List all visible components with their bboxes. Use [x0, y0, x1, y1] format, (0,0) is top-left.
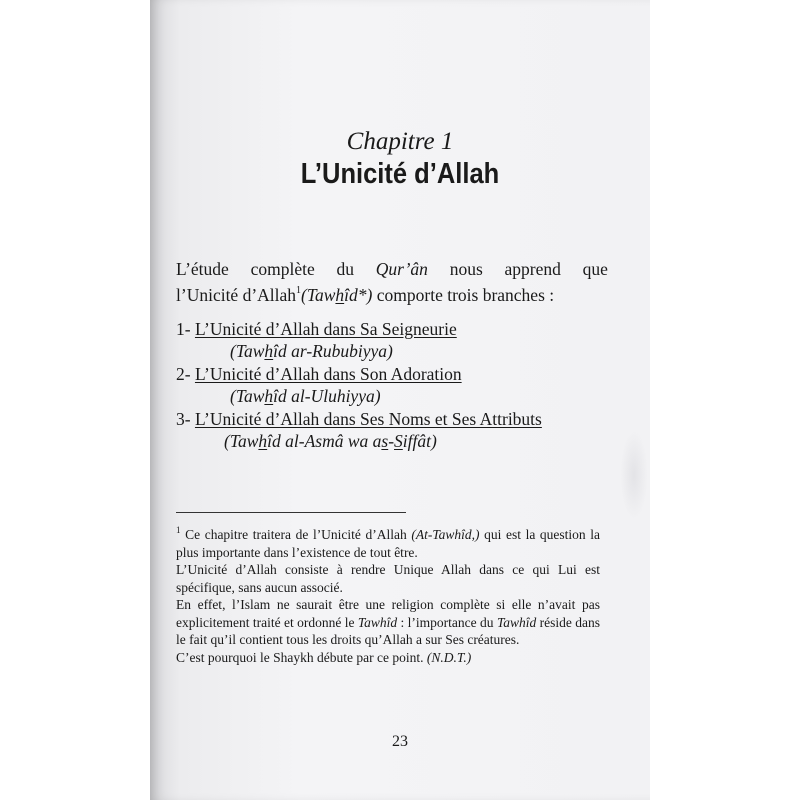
list-item-text: L’Unicité d’Allah dans Son Adoration [194, 364, 462, 384]
list-number: 1- [176, 319, 191, 339]
list-item-transliteration: (Tawhîd al-Uluhiyya) [230, 386, 381, 406]
intro-line-2: l’Unicité d’Allah$^1$(Tawhîd*) comporte trois branches : [176, 285, 555, 305]
list-item [176, 408, 608, 430]
list-item-text: L’Unicité d’Allah dans Ses Noms et Ses Attributs [194, 409, 542, 429]
intro-word-quran: Qur’ân [375, 259, 428, 279]
footnote [176, 526, 600, 666]
intro-paragraph [176, 256, 608, 308]
intro-word: complète [250, 259, 315, 279]
list-item-transliteration: (Tawhîd al-Asmâ wa as-Siffât) [224, 431, 437, 451]
list-number: 2- [176, 364, 191, 384]
footnote-paragraph: L’Unicité d’Allah consiste à rendre Unique Allah dans ce qui Lui est spécifique, sans aucun associé. [176, 562, 600, 595]
list-number: 3- [176, 409, 191, 429]
intro-word: L’étude [176, 259, 229, 279]
show-through-shadow [620, 430, 648, 520]
footnote-marker: 1 [176, 525, 181, 535]
intro-word: nous [449, 259, 483, 279]
footnote-paragraph: C’est pourquoi le Shaykh débute par ce point. (N.D.T.) [176, 649, 472, 665]
intro-line-1 [176, 256, 608, 282]
footnote-ref: 1 [296, 285, 302, 296]
intro-word: apprend [504, 259, 561, 279]
intro-word: que [582, 259, 608, 279]
branches-list [176, 318, 608, 453]
list-item-transliteration: (Tawhîd ar-Rububiyya) [230, 341, 393, 361]
list-item [176, 363, 608, 385]
footnote-separator [176, 512, 406, 513]
list-item-text: L’Unicité d’Allah dans Sa Seigneurie [194, 319, 457, 339]
intro-word: du [336, 259, 354, 279]
page-number: 23 [392, 733, 408, 750]
list-item [176, 318, 608, 340]
footnote-paragraph: En effet, l’Islam ne saurait être une religion complète si elle n’avait pas explicitement traité et ordonné le Tawhîd : l’importance du Tawhîd réside dans le fait qu’il contient tous les droits qu’Allah a sur Ses créatures. [176, 597, 600, 647]
footnote-paragraph: $^1$ Ce chapitre traitera de l’Unicité d’Allah (At-Tawhîd,) qui est la question la plus importante dans l’existence de tout être. [176, 525, 601, 560]
chapter-title: L’Unicité d’Allah [300, 158, 500, 190]
chapter-label: Chapitre 1 [346, 128, 454, 155]
